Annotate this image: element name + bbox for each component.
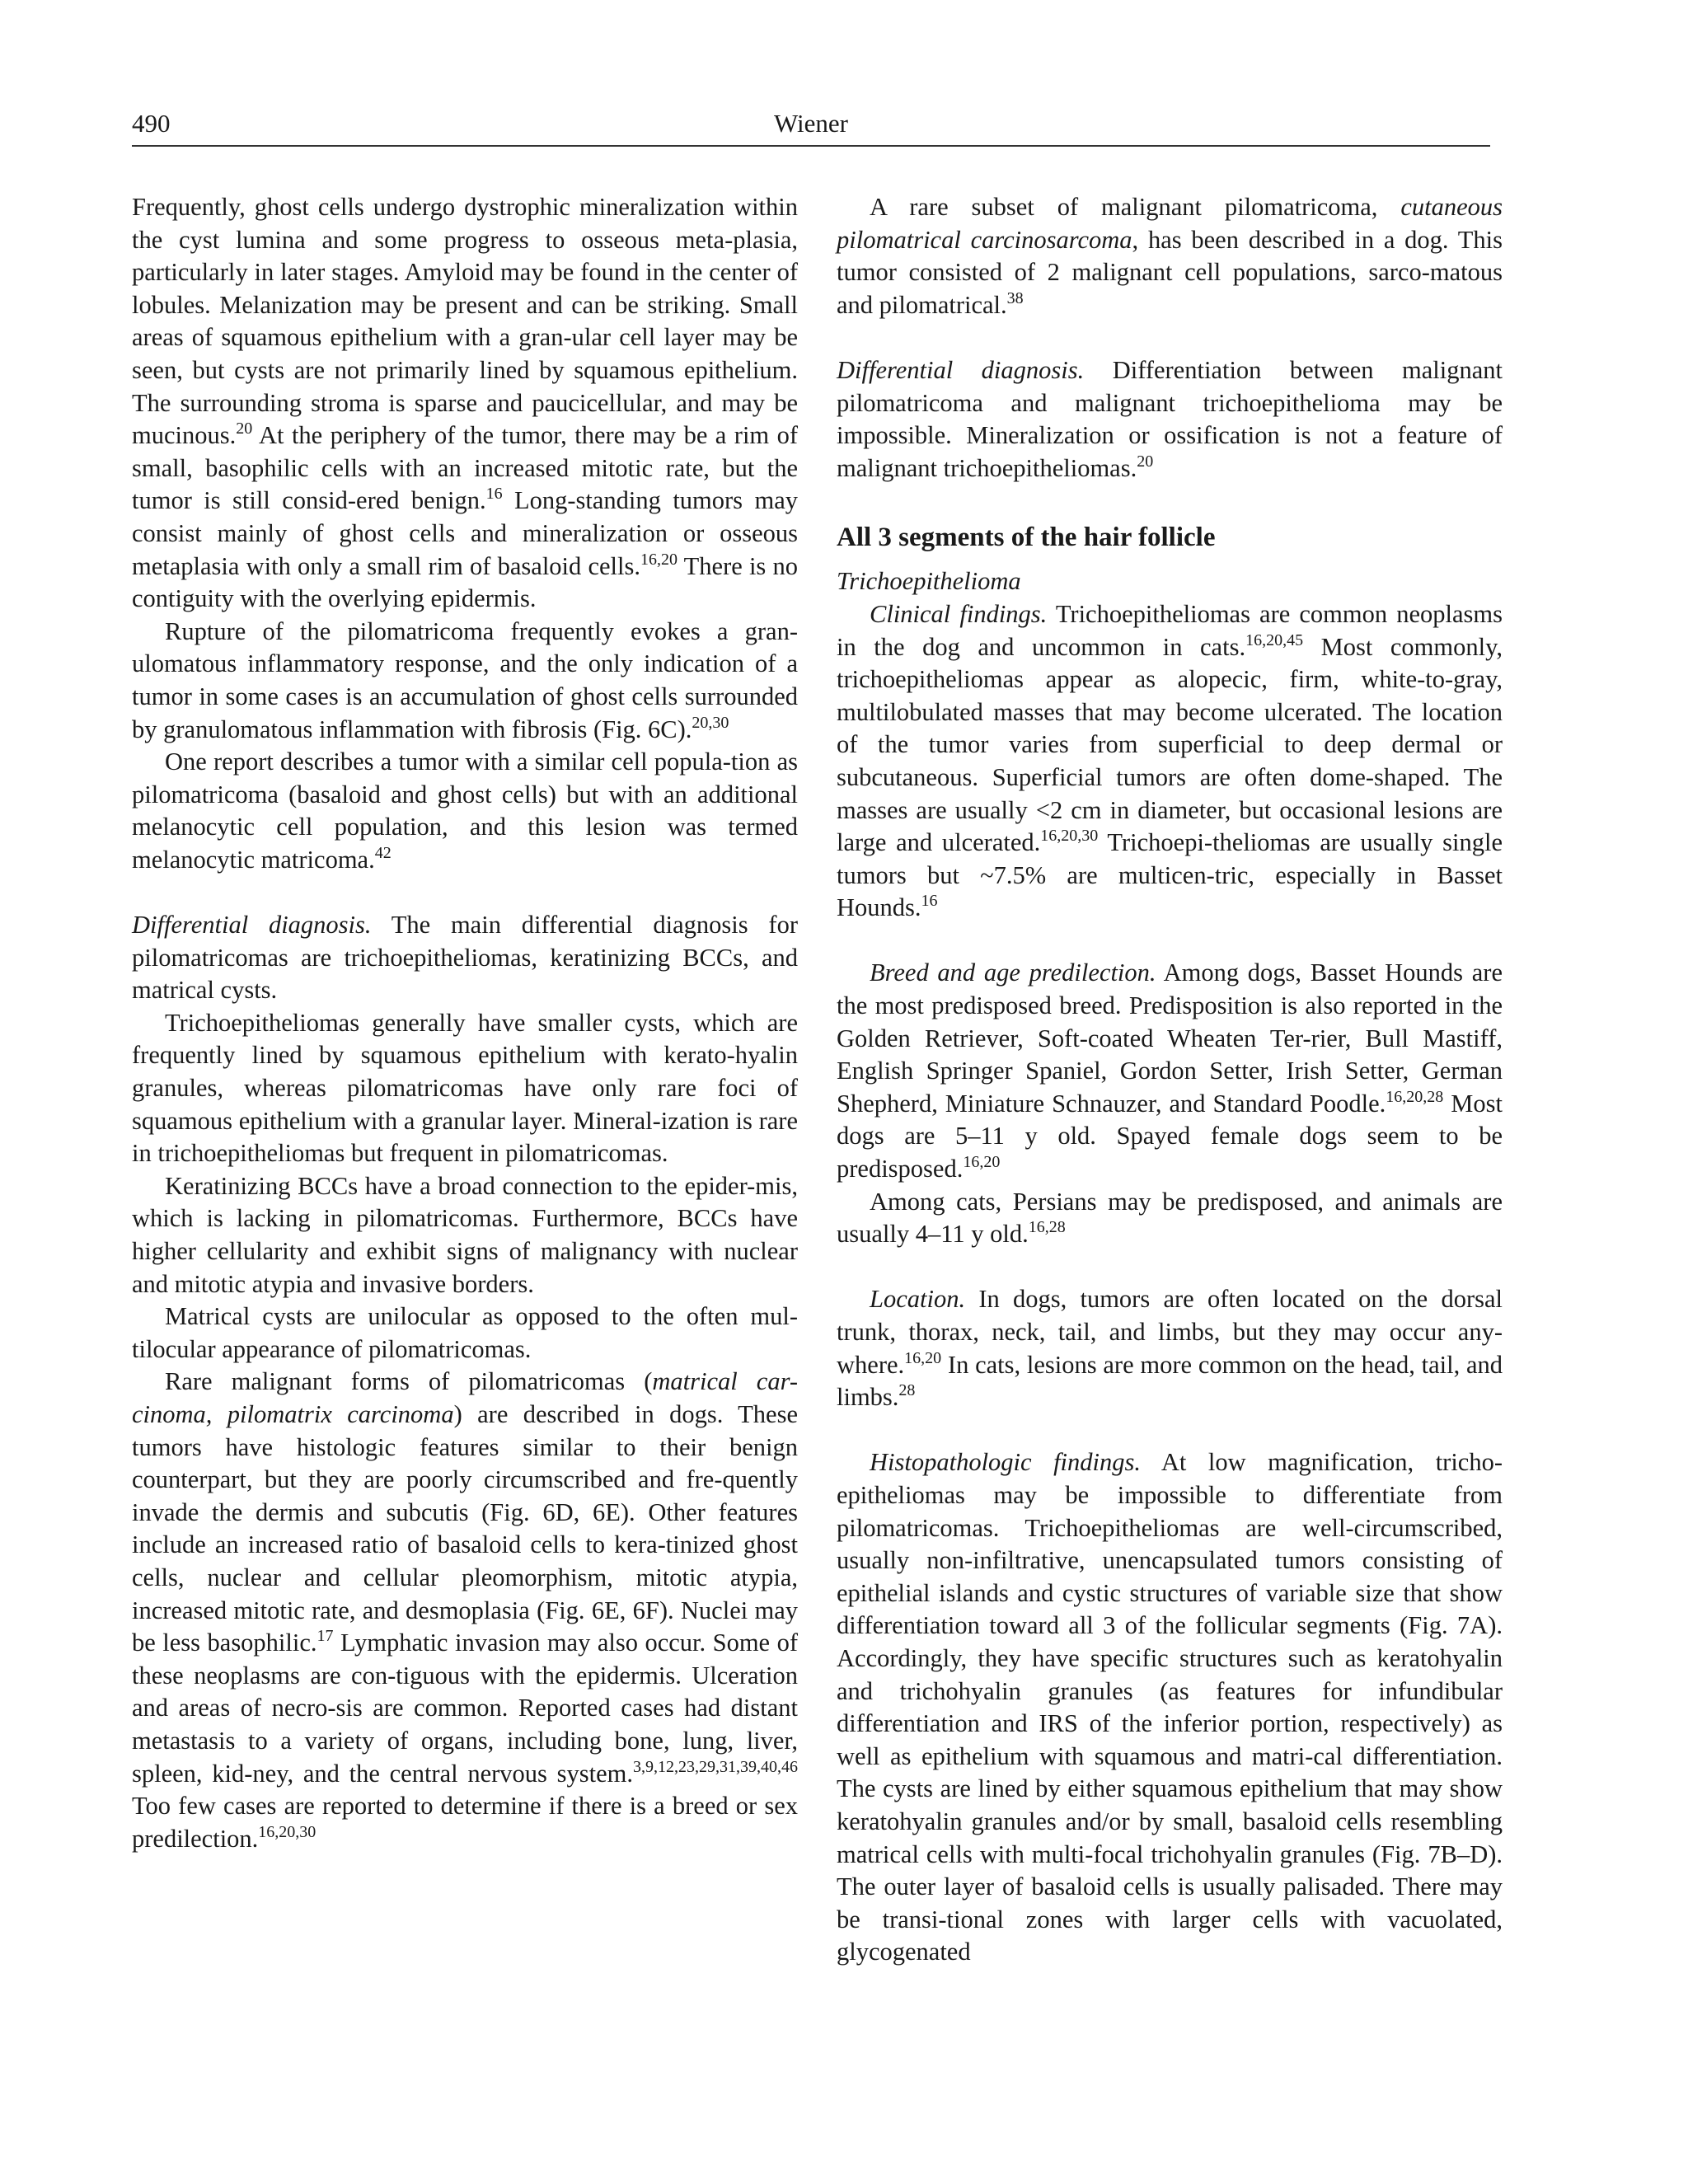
- citation: 20,30: [692, 713, 729, 732]
- citation: 16,20,30: [258, 1822, 316, 1841]
- paragraph-cats: Among cats, Persians may be predisposed, and animals are usually 4–11 y old.$^{16,28}$: [837, 1187, 1503, 1249]
- right-column: [837, 191, 1503, 1969]
- run-in-heading: Differential diagnosis.: [837, 355, 1085, 384]
- page-header: [132, 109, 1490, 147]
- citation: 17: [316, 1627, 334, 1646]
- paragraph-location: Location. In dogs, tumors are often located on the dorsal trunk, thorax, neck, tail, and limbs, but they may occur any-where.$^{16,20}$ In cats, lesions are more common on the head, tail, and limbs.$^{28}$: [837, 1285, 1503, 1412]
- paragraph-melanocytic-matricoma: One report describes a tumor with a similar cell popula-tion as pilomatricoma (basaloid and ghost cells) but with an additional melanocytic cell population, and this lesion was termed melanocytic matricoma.$^{42}$: [132, 748, 798, 874]
- running-head: Wiener: [774, 109, 848, 138]
- run-in-heading: Clinical findings.: [870, 599, 1048, 628]
- citation: 20: [1137, 452, 1154, 471]
- paragraph-ghost-cells: Frequently, ghost cells undergo dystrophic mineralization within the cyst lumina and some progress to osseous meta-plasia, particularly in later stages. Amyloid may be found in the center of lobules. Melanization may be present and can be striking. Small areas of squamous epithelium with a gran-ular cell layer may be seen, but cysts are not primarily lined by squamous epithelium. The surrounding stroma is sparse and paucicellular, and may be mucinous.$^{20}$ At the periphery of the tumor, there may be a rim of small, basophilic cells with an increased mitotic rate, but the tumor is still consid-ered benign.$^{16}$ Long-standing tumors may consist mainly of ghost cells and mineralization or osseous metaplasia with only a small rim of basaloid cells.$^{16,20}$ There is no contiguity with the overlying epidermis.: [132, 193, 799, 613]
- paragraph-trichoepitheliomas-comparison: Trichoepitheliomas generally have smaller cysts, which are frequently lined by squamous epithelium with kerato-hyalin granules, whereas pilomatricomas have only rare foci of squamous epithelium with a granular layer. Mineral-ization is rare in trichoepitheliomas but frequent in pilomatricomas.: [132, 1008, 798, 1168]
- paragraph-differential-diagnosis: Differential diagnosis. The main differential diagnosis for pilomatricomas are trichoepitheliomas, keratinizing BCCs, and matrical cysts.: [132, 911, 798, 1005]
- paragraph-malignant-forms: Rare malignant forms of pilomatricomas (matrical car-cinoma, pilomatrix carcinoma) are described in dogs. These tumors have histologic features similar to their benign counterpart, but they are poorly circumscribed and fre-quently invade the dermis and subcutis (Fig. 6D, 6E). Other features include an increased ratio of basaloid cells to kera-tinized ghost cells, nuclear and cellular pleomorphism, mitotic atypia, increased mitotic rate, and desmoplasia (Fig. 6E, 6F). Nuclei may be less basophilic.$^{17}$ Lymphatic invasion may also occur. Some of these neoplasms are con-tiguous with the epidermis. Ulceration and areas of necro-sis are common. Reported cases had distant metastasis to a variety of organs, including bone, lung, liver, spleen, kid-ney, and the central nervous system.$^{3,9,12,23,29,31,39,40,46}$ Too few cases are reported to determine if there is a breed or sex predilection.$^{16,20,30}$: [132, 1367, 799, 1853]
- run-in-heading: Histopathologic findings.: [870, 1448, 1141, 1477]
- run-in-heading: Breed and age predilection.: [870, 958, 1156, 987]
- citation: 16,20,28: [1386, 1087, 1444, 1106]
- citation: 16,20: [640, 550, 678, 569]
- citation: 16: [921, 892, 938, 911]
- paragraph-histopathologic-findings: Histopathologic findings. At low magnification, tricho-epitheliomas may be impossible to differentiate from pilomatricomas. Trichoepitheliomas are well-circumscribed, usually non-infiltrative, unencapsulated tumors consisting of epithelial islands and cystic structures of variable size that show differentiation toward all 3 of the follicular segments (Fig. 7A). Accordingly, they have specific structures such as keratohyalin and trichohyalin granules (as features for infundibular differentiation and IRS of the inferior portion, respectively) as well as epithelium with squamous and matri-cal differentiation. The cysts are lined by either squamous epithelium that may show keratohyalin granules and/or by small, basaloid cells resembling matrical cells with multi-focal trichohyalin granules (Fig. 7B–D). The outer layer of basaloid cells is usually palisaded. There may be transi-tional zones with larger cells with vacuolated, glycogenated: [837, 1448, 1503, 1966]
- citation: 16: [485, 485, 503, 504]
- paragraph-carcinosarcoma: A rare subset of malignant pilomatricoma, cutaneous pilomatrical carcinosarcoma, has been described in a dog. This tumor consisted of 2 malignant cell populations, sarco-matous and pilomatrical.$^{38}$: [837, 193, 1503, 319]
- citation: 38: [1006, 288, 1024, 307]
- citation: 16,20,45: [1245, 630, 1304, 649]
- paragraph-matrical-cysts: Matrical cysts are unilocular as opposed to the often mul-tilocular appearance of pilomatricomas.: [132, 1302, 798, 1363]
- run-in-heading: Differential diagnosis.: [132, 911, 372, 940]
- subsection-heading: Trichoepithelioma: [837, 567, 1021, 596]
- paragraph-keratinizing-bccs: Keratinizing BCCs have a broad connection to the epider-mis, which is lacking in pilomatricomas. Furthermore, BCCs have higher cellularity and exhibit signs of malignancy with nuclear and mitotic atypia and invasive borders.: [132, 1171, 798, 1298]
- citation: 16,20: [904, 1348, 942, 1367]
- citation: 42: [374, 843, 392, 862]
- citation: 20: [236, 419, 253, 438]
- left-column: [132, 191, 798, 1855]
- citation: 3,9,12,23,29,31,39,40,46: [633, 1757, 798, 1776]
- run-in-heading: Location.: [870, 1285, 966, 1314]
- section-heading: All 3 segments of the hair follicle: [837, 523, 1216, 553]
- paragraph-rupture: Rupture of the pilomatricoma frequently evokes a gran-ulomatous inflammatory response, and the only indication of a tumor in some cases is an accumulation of ghost cells surrounded by granulomatous inflammation with fibrosis (Fig. 6C).$^{20,30}$: [132, 616, 798, 743]
- citation: 16,20,30: [1040, 827, 1099, 846]
- page-number: 490: [132, 109, 171, 138]
- citation: 16,20: [963, 1153, 1001, 1172]
- paragraph-clinical-findings: Clinical findings. Trichoepitheliomas are common neoplasms in the dog and uncommon in cats.$^{16,20,45}$ Most commonly, trichoepitheliomas appear as alopecic, firm, white-to-gray, multilobulated masses that may become ulcerated. The location of the tumor varies from superficial to deep dermal or subcutaneous. Superficial tumors are often dome-shaped. The masses are usually <2 cm in diameter, but occasional lesions are large and ulcerated.$^{16,20,30}$ Trichoepi-theliomas are usually single tumors but ~7.5% are multicen-tric, especially in Basset Hounds.$^{16}$: [837, 599, 1503, 922]
- paragraph-malignant-differential: Differential diagnosis. Differentiation between malignant pilomatricoma and malignant trichoepithelioma may be impossible. Mineralization or ossification is not a feature of malignant trichoepitheliomas.$^{20}$: [837, 355, 1503, 482]
- citation: 16,28: [1028, 1218, 1066, 1237]
- paragraph-breed-age: Breed and age predilection. Among dogs, Basset Hounds are the most predisposed breed. Predisposition is also reported in the Golden Retriever, Soft-coated Wheaten Ter-rier, Bull Mastiff, English Springer Spaniel, Gordon Setter, Irish Setter, German Shepherd, Miniature Schnauzer, and Standard Poodle.$^{16,20,28}$ Most dogs are 5–11 y old. Spayed female dogs seem to be predisposed.$^{16,20}$: [837, 958, 1503, 1183]
- citation: 28: [898, 1381, 916, 1400]
